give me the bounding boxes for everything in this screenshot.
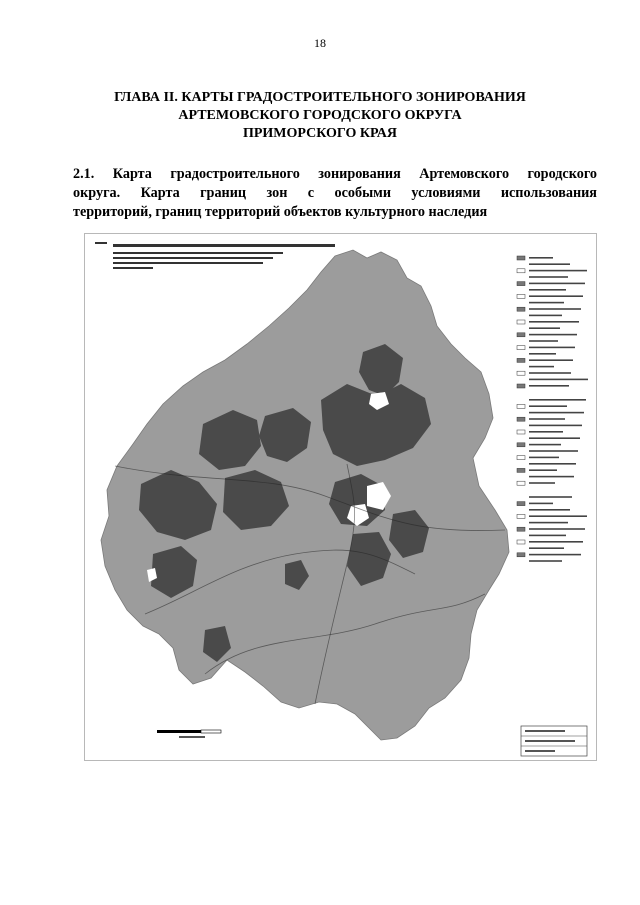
- chapter-heading: [100, 89, 540, 143]
- legend-text-line: [529, 541, 583, 543]
- legend-text-line: [529, 547, 564, 549]
- legend-swatch: [517, 371, 525, 375]
- legend-swatch: [517, 269, 525, 273]
- page-number: 18: [314, 36, 326, 50]
- legend-text-line: [529, 515, 587, 517]
- legend-text-line: [529, 535, 566, 537]
- scale-bar-segment: [157, 730, 201, 733]
- legend-swatch: [517, 256, 525, 260]
- legend-swatch: [517, 553, 525, 557]
- stamp-text: [525, 740, 575, 742]
- legend-text-line: [529, 437, 580, 439]
- legend-text-line: [529, 496, 572, 498]
- legend-text-line: [529, 372, 571, 374]
- legend-text-line: [529, 469, 557, 471]
- legend-swatch: [517, 481, 525, 485]
- legend-swatch: [517, 346, 525, 350]
- chapter-heading-line: ПРИМОРСКОГО КРАЯ: [242, 126, 398, 141]
- zoning-map-figure: [84, 233, 597, 761]
- legend-text-line: [529, 283, 585, 285]
- legend-swatch: [517, 282, 525, 286]
- stamp-text: [525, 730, 565, 732]
- legend-text-line: [529, 385, 569, 387]
- legend-swatch: [517, 443, 525, 447]
- legend-swatch: [517, 430, 525, 434]
- map-title-line: [113, 244, 335, 247]
- legend-text-line: [529, 340, 558, 342]
- section-heading: [73, 165, 597, 222]
- legend-text-line: [529, 289, 566, 291]
- legend-swatch: [517, 527, 525, 531]
- map-title-line: [113, 257, 273, 259]
- scale-bar: [157, 730, 221, 738]
- legend-text-line: [529, 528, 585, 530]
- drawing-stamp: [521, 726, 587, 756]
- legend-text-line: [529, 353, 556, 355]
- legend-text-line: [529, 276, 568, 278]
- legend-text-line: [529, 482, 555, 484]
- legend-swatch: [517, 333, 525, 337]
- legend-text-line: [529, 295, 583, 297]
- legend-text-line: [529, 463, 576, 465]
- legend-text-line: [529, 412, 584, 414]
- scale-bar-segment: [201, 730, 221, 733]
- chapter-heading-line: АРТЕМОВСКОГО ГОРОДСКОГО ОКРУГА: [178, 108, 462, 123]
- legend-swatch: [517, 514, 525, 518]
- map-legend: [517, 256, 588, 562]
- legend-text-line: [529, 347, 575, 349]
- legend-swatch: [517, 307, 525, 311]
- map-title-line: [113, 262, 263, 264]
- legend-swatch: [517, 540, 525, 544]
- legend-text-line: [529, 366, 554, 368]
- legend-text-line: [529, 450, 578, 452]
- scale-bar-label: [179, 736, 205, 738]
- zoning-map-graphic: [85, 234, 597, 761]
- legend-text-line: [529, 399, 586, 401]
- legend-text-line: [529, 359, 573, 361]
- section-heading-line: территорий, границ территорий объектов культурного наследия: [73, 204, 488, 220]
- map-title-block: [95, 242, 335, 269]
- map-title-line: [113, 267, 153, 269]
- stamp-text: [525, 750, 555, 752]
- legend-text-line: [529, 457, 559, 459]
- legend-text-line: [529, 425, 582, 427]
- section-heading-line: округа. Карта границ зон с особыми условиями использования: [73, 185, 597, 201]
- legend-swatch: [517, 358, 525, 362]
- chapter-heading-line: ГЛАВА II. КАРТЫ ГРАДОСТРОИТЕЛЬНОГО ЗОНИРОВАНИЯ: [114, 90, 526, 105]
- legend-text-line: [529, 257, 553, 259]
- legend-text-line: [529, 321, 579, 323]
- legend-swatch: [517, 468, 525, 472]
- legend-text-line: [529, 263, 570, 265]
- legend-text-line: [529, 560, 562, 562]
- legend-text-line: [529, 379, 588, 381]
- legend-swatch: [517, 384, 525, 388]
- legend-text-line: [529, 509, 570, 511]
- legend-swatch: [517, 417, 525, 421]
- legend-swatch: [517, 294, 525, 298]
- legend-text-line: [529, 431, 563, 433]
- legend-text-line: [529, 418, 565, 420]
- legend-text-line: [529, 476, 574, 478]
- legend-swatch: [517, 320, 525, 324]
- legend-text-line: [529, 302, 564, 304]
- north-arrow: [95, 242, 107, 244]
- legend-swatch: [517, 404, 525, 408]
- legend-swatch: [517, 456, 525, 460]
- legend-text-line: [529, 308, 581, 310]
- legend-text-line: [529, 334, 577, 336]
- legend-text-line: [529, 270, 587, 272]
- legend-text-line: [529, 315, 562, 317]
- legend-text-line: [529, 522, 568, 524]
- legend-text-line: [529, 444, 561, 446]
- legend-text-line: [529, 554, 581, 556]
- legend-text-line: [529, 327, 560, 329]
- legend-text-line: [529, 503, 553, 505]
- section-heading-line: 2.1. Карта градостроительного зонирования Артемовского городского: [73, 166, 597, 182]
- legend-text-line: [529, 405, 567, 407]
- map-title-line: [113, 252, 283, 254]
- legend-swatch: [517, 502, 525, 506]
